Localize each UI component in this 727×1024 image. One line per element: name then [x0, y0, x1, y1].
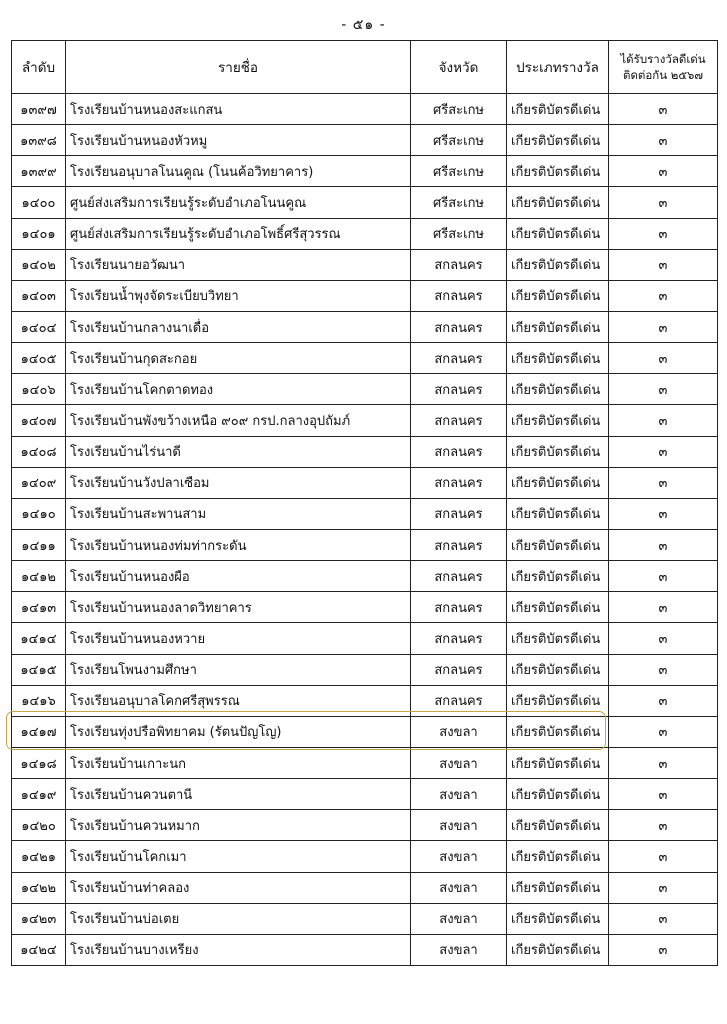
table-row [12, 94, 718, 125]
cell-name: โรงเรียนนายอวัฒนา [66, 249, 411, 280]
table-row [12, 592, 718, 623]
cell-name: โรงเรียนบ้านท่าคลอง [66, 872, 411, 903]
award-table [11, 40, 718, 966]
cell-rank: ๑๔๐๗ [12, 405, 66, 436]
cell-years: ๓ [609, 872, 718, 903]
table-row [12, 747, 718, 778]
cell-award-type: เกียรติบัตรดีเด่น [507, 810, 609, 841]
cell-award-type: เกียรติบัตรดีเด่น [507, 280, 609, 311]
cell-name: โรงเรียนบ้านหนองสะแกสน [66, 94, 411, 125]
cell-province: ศรีสะเกษ [411, 94, 507, 125]
cell-years: ๓ [609, 592, 718, 623]
cell-award-type: เกียรติบัตรดีเด่น [507, 467, 609, 498]
cell-award-type: เกียรติบัตรดีเด่น [507, 685, 609, 716]
cell-award-type: เกียรติบัตรดีเด่น [507, 249, 609, 280]
cell-years: ๓ [609, 654, 718, 685]
cell-name: โรงเรียนบ้านบางเหรียง [66, 934, 411, 965]
cell-rank: ๑๔๐๒ [12, 249, 66, 280]
table-body [12, 94, 718, 966]
cell-years: ๓ [609, 311, 718, 342]
table-row [12, 187, 718, 218]
cell-rank: ๑๔๑๕ [12, 654, 66, 685]
cell-rank: ๑๔๑๙ [12, 779, 66, 810]
cell-rank: ๑๔๐๘ [12, 436, 66, 467]
header-years-line2: ติดต่อกัน ๒๕๖๗ [622, 68, 704, 82]
cell-years: ๓ [609, 405, 718, 436]
cell-rank: ๑๔๑๖ [12, 685, 66, 716]
cell-years: ๓ [609, 94, 718, 125]
header-consecutive-years [609, 41, 718, 94]
cell-award-type: เกียรติบัตรดีเด่น [507, 405, 609, 436]
cell-years: ๓ [609, 249, 718, 280]
cell-award-type: เกียรติบัตรดีเด่น [507, 529, 609, 560]
cell-award-type: เกียรติบัตรดีเด่น [507, 94, 609, 125]
cell-rank: ๑๔๑๘ [12, 747, 66, 778]
cell-province: ศรีสะเกษ [411, 187, 507, 218]
cell-years: ๓ [609, 623, 718, 654]
cell-award-type: เกียรติบัตรดีเด่น [507, 343, 609, 374]
cell-award-type: เกียรติบัตรดีเด่น [507, 654, 609, 685]
cell-name: โรงเรียนบ้านบ่อเตย [66, 903, 411, 934]
table-header [12, 41, 718, 94]
cell-province: สงขลา [411, 716, 507, 747]
cell-name: โรงเรียนน้ำพุงจัดระเบียบวิทยา [66, 280, 411, 311]
cell-province: สกลนคร [411, 685, 507, 716]
cell-award-type: เกียรติบัตรดีเด่น [507, 218, 609, 249]
table-row [12, 872, 718, 903]
header-rank: ลำดับ [12, 41, 66, 94]
header-years-line1: ได้รับรางวัลดีเด่น [620, 52, 706, 66]
cell-years: ๓ [609, 561, 718, 592]
cell-province: สงขลา [411, 747, 507, 778]
cell-years: ๓ [609, 467, 718, 498]
cell-award-type: เกียรติบัตรดีเด่น [507, 311, 609, 342]
cell-name: โรงเรียนบ้านกุดสะกอย [66, 343, 411, 374]
table-row [12, 623, 718, 654]
table-row [12, 779, 718, 810]
table-row [12, 125, 718, 156]
table-row [12, 343, 718, 374]
cell-rank: ๑๔๑๒ [12, 561, 66, 592]
table-row [12, 218, 718, 249]
cell-years: ๓ [609, 747, 718, 778]
cell-province: สกลนคร [411, 467, 507, 498]
cell-years: ๓ [609, 529, 718, 560]
cell-years: ๓ [609, 716, 718, 747]
table-row [12, 156, 718, 187]
cell-award-type: เกียรติบัตรดีเด่น [507, 841, 609, 872]
cell-province: สงขลา [411, 779, 507, 810]
cell-years: ๓ [609, 436, 718, 467]
cell-award-type: เกียรติบัตรดีเด่น [507, 934, 609, 965]
cell-award-type: เกียรติบัตรดีเด่น [507, 716, 609, 747]
cell-award-type: เกียรติบัตรดีเด่น [507, 872, 609, 903]
cell-years: ๓ [609, 374, 718, 405]
table-row [12, 374, 718, 405]
cell-award-type: เกียรติบัตรดีเด่น [507, 779, 609, 810]
cell-province: ศรีสะเกษ [411, 156, 507, 187]
cell-name: ศูนย์ส่งเสริมการเรียนรู้ระดับอำเภอโพธิ์ศรีสุวรรณ [66, 218, 411, 249]
cell-province: สกลนคร [411, 498, 507, 529]
cell-rank: ๑๔๒๔ [12, 934, 66, 965]
cell-name: โรงเรียนบ้านสะพานสาม [66, 498, 411, 529]
table-row [12, 405, 718, 436]
table-row [12, 249, 718, 280]
cell-years: ๓ [609, 125, 718, 156]
cell-award-type: เกียรติบัตรดีเด่น [507, 156, 609, 187]
cell-award-type: เกียรติบัตรดีเด่น [507, 561, 609, 592]
cell-name: โรงเรียนอนุบาลโคกศรีสุพรรณ [66, 685, 411, 716]
cell-name: โรงเรียนบ้านวังปลาเซือม [66, 467, 411, 498]
table-row [12, 529, 718, 560]
header-province: จังหวัด [411, 41, 507, 94]
table-row [12, 654, 718, 685]
cell-province: สกลนคร [411, 311, 507, 342]
cell-award-type: เกียรติบัตรดีเด่น [507, 187, 609, 218]
table-row [12, 841, 718, 872]
cell-rank: ๑๔๐๙ [12, 467, 66, 498]
cell-province: สกลนคร [411, 654, 507, 685]
cell-rank: ๑๔๐๔ [12, 311, 66, 342]
cell-name: โรงเรียนอนุบาลโนนคูณ (โนนค้อวิทยาคาร) [66, 156, 411, 187]
cell-rank: ๑๔๐๖ [12, 374, 66, 405]
cell-years: ๓ [609, 498, 718, 529]
cell-name: โรงเรียนบ้านหนองผือ [66, 561, 411, 592]
cell-award-type: เกียรติบัตรดีเด่น [507, 436, 609, 467]
cell-years: ๓ [609, 280, 718, 311]
cell-rank: ๑๔๒๓ [12, 903, 66, 934]
cell-name: โรงเรียนบ้านกลางนาเดื่อ [66, 311, 411, 342]
cell-province: สกลนคร [411, 592, 507, 623]
table-row [12, 685, 718, 716]
header-row [12, 41, 718, 94]
cell-name: โรงเรียนบ้านเกาะนก [66, 747, 411, 778]
cell-rank: ๑๔๐๐ [12, 187, 66, 218]
cell-name: โรงเรียนบ้านหนองหวาย [66, 623, 411, 654]
cell-name: โรงเรียนบ้านไร่นาดี [66, 436, 411, 467]
cell-province: สงขลา [411, 872, 507, 903]
cell-years: ๓ [609, 903, 718, 934]
table-row [12, 467, 718, 498]
cell-name: ศูนย์ส่งเสริมการเรียนรู้ระดับอำเภอโนนคูณ [66, 187, 411, 218]
cell-award-type: เกียรติบัตรดีเด่น [507, 623, 609, 654]
table-row [12, 716, 718, 747]
cell-years: ๓ [609, 934, 718, 965]
cell-name: โรงเรียนบ้านหนองลาดวิทยาคาร [66, 592, 411, 623]
cell-province: ศรีสะเกษ [411, 218, 507, 249]
cell-name: โรงเรียนบ้านโคกตาดทอง [66, 374, 411, 405]
cell-years: ๓ [609, 343, 718, 374]
cell-rank: ๑๔๐๓ [12, 280, 66, 311]
cell-rank: ๑๓๙๗ [12, 94, 66, 125]
cell-province: สกลนคร [411, 249, 507, 280]
cell-award-type: เกียรติบัตรดีเด่น [507, 374, 609, 405]
cell-name: โรงเรียนบ้านควนตานี [66, 779, 411, 810]
cell-award-type: เกียรติบัตรดีเด่น [507, 125, 609, 156]
cell-rank: ๑๔๒๒ [12, 872, 66, 903]
cell-years: ๓ [609, 156, 718, 187]
cell-rank: ๑๔๐๑ [12, 218, 66, 249]
cell-years: ๓ [609, 685, 718, 716]
cell-rank: ๑๔๑๔ [12, 623, 66, 654]
table-row [12, 903, 718, 934]
cell-rank: ๑๔๑๑ [12, 529, 66, 560]
cell-province: สงขลา [411, 934, 507, 965]
cell-name: โรงเรียนบ้านหนองหัวหมู [66, 125, 411, 156]
cell-rank: ๑๔๑๐ [12, 498, 66, 529]
cell-province: สกลนคร [411, 374, 507, 405]
cell-rank: ๑๔๒๐ [12, 810, 66, 841]
cell-years: ๓ [609, 779, 718, 810]
cell-rank: ๑๔๒๑ [12, 841, 66, 872]
cell-province: ศรีสะเกษ [411, 125, 507, 156]
table-row [12, 561, 718, 592]
header-name: รายชื่อ [66, 41, 411, 94]
cell-name: โรงเรียนบ้านพังขว้างเหนือ ๙๐๙ กรป.กลางอุปถัมภ์ [66, 405, 411, 436]
cell-award-type: เกียรติบัตรดีเด่น [507, 903, 609, 934]
cell-rank: ๑๓๙๘ [12, 125, 66, 156]
cell-province: สกลนคร [411, 405, 507, 436]
cell-province: สกลนคร [411, 561, 507, 592]
page-number: - ๕๑ - [341, 17, 386, 33]
cell-years: ๓ [609, 841, 718, 872]
cell-rank: ๑๔๑๓ [12, 592, 66, 623]
cell-years: ๓ [609, 218, 718, 249]
cell-province: สกลนคร [411, 280, 507, 311]
cell-years: ๓ [609, 187, 718, 218]
table-row [12, 436, 718, 467]
table-row [12, 498, 718, 529]
cell-rank: ๑๔๑๗ [12, 716, 66, 747]
cell-award-type: เกียรติบัตรดีเด่น [507, 592, 609, 623]
cell-province: สงขลา [411, 903, 507, 934]
header-award-type: ประเภทรางวัล [507, 41, 609, 94]
cell-name: โรงเรียนบ้านหนองท่มท่ากระดัน [66, 529, 411, 560]
cell-province: สกลนคร [411, 529, 507, 560]
table-row [12, 934, 718, 965]
cell-award-type: เกียรติบัตรดีเด่น [507, 747, 609, 778]
cell-province: สงขลา [411, 841, 507, 872]
cell-name: โรงเรียนโพนงามศึกษา [66, 654, 411, 685]
cell-award-type: เกียรติบัตรดีเด่น [507, 498, 609, 529]
cell-province: สงขลา [411, 810, 507, 841]
cell-name: โรงเรียนทุ่งปรือพิทยาคม (รัตนปัญโญ) [66, 716, 411, 747]
table-row [12, 280, 718, 311]
cell-province: สกลนคร [411, 623, 507, 654]
cell-province: สกลนคร [411, 436, 507, 467]
cell-province: สกลนคร [411, 343, 507, 374]
cell-name: โรงเรียนบ้านควนหมาก [66, 810, 411, 841]
cell-rank: ๑๔๐๕ [12, 343, 66, 374]
cell-name: โรงเรียนบ้านโคกเมา [66, 841, 411, 872]
table-row [12, 810, 718, 841]
cell-years: ๓ [609, 810, 718, 841]
table-row [12, 311, 718, 342]
cell-rank: ๑๓๙๙ [12, 156, 66, 187]
